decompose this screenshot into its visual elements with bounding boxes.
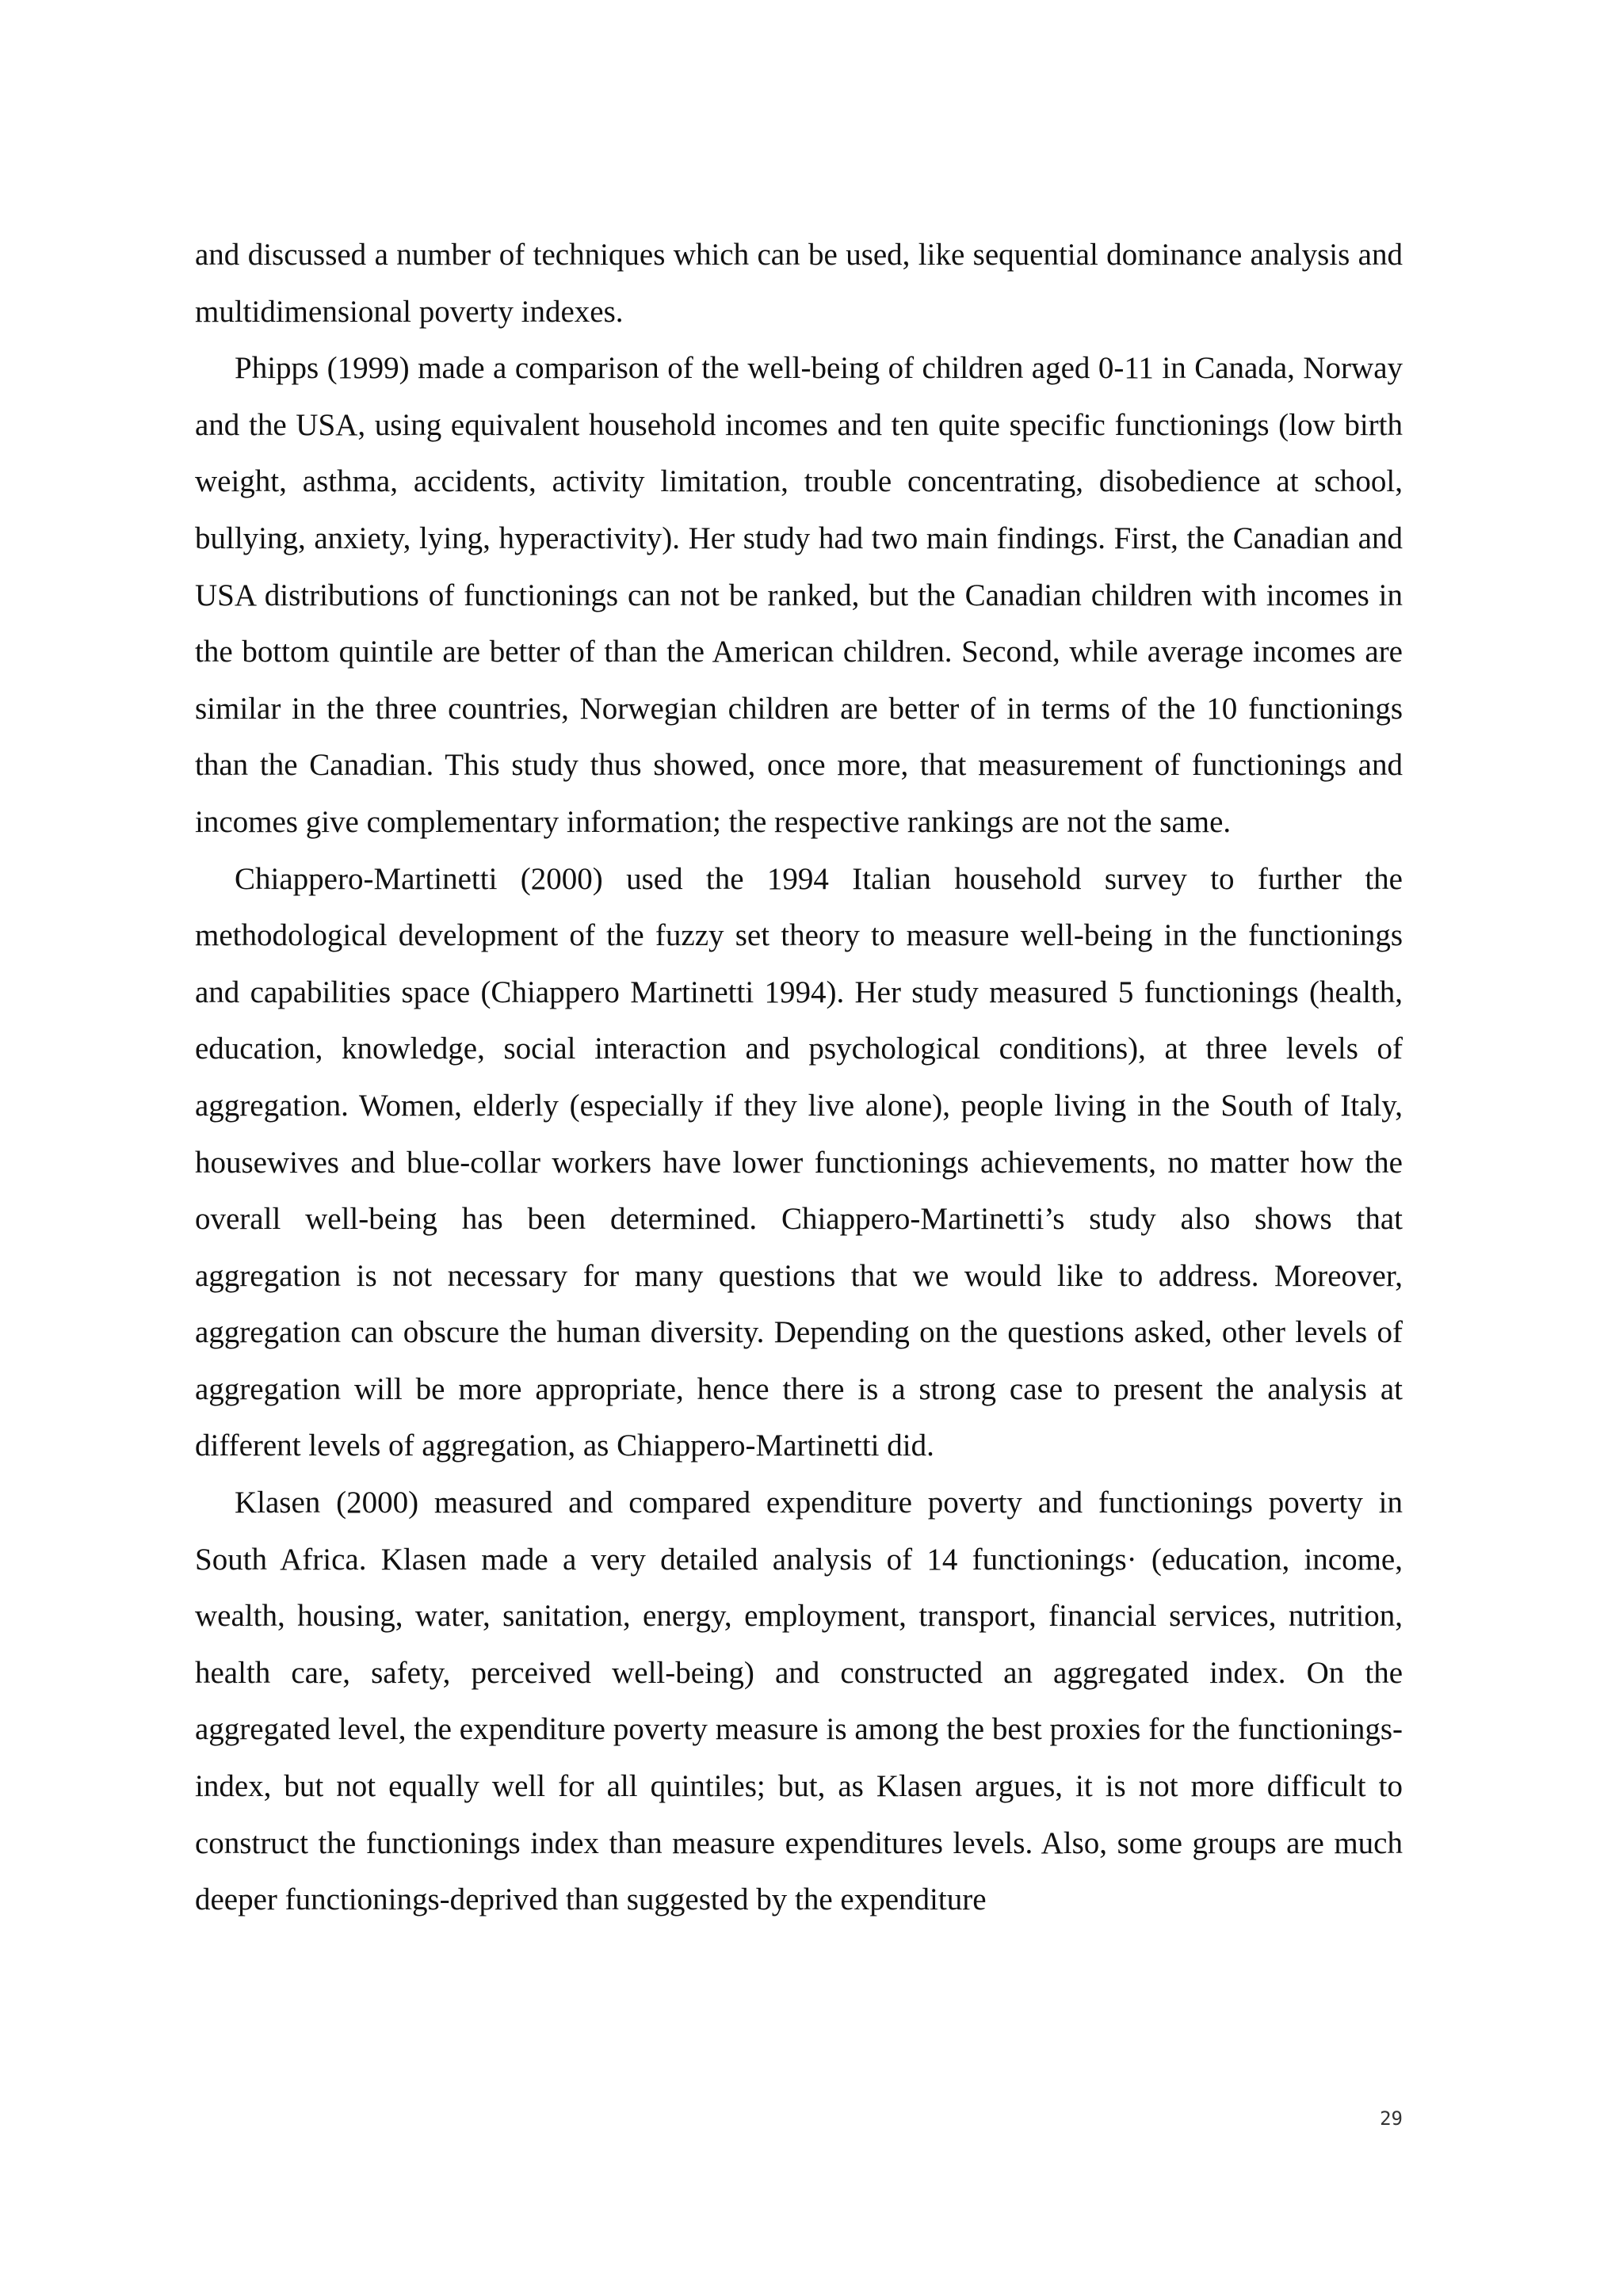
- paragraph-klasen: Klasen (2000) measured and compared expenditure poverty and functionings poverty in South Africa. Klasen made a very detailed analysis of 14 functionings· (education, income, wealth, housing, water, sanitation, energy, employment, transport, financial services, nutrition, health care, safety, perceived well-being) and constructed an aggregated index. On the aggregated level, the expenditure poverty measure is among the best proxies for the functionings-index, but not equally well for all quintiles; but, as Klasen argues, it is not more difficult to construct the functionings index than measure expenditures levels. Also, some groups are much deeper functionings-deprived than suggested by the expenditure: [195, 1486, 1403, 1917]
- paragraph-chiappero-martinetti: Chiappero-Martinetti (2000) used the 1994 Italian household survey to further the methodological development of the fuzzy set theory to measure well-being in the functionings and capabilities space (Chiappero Martinetti 1994). Her study measured 5 functionings (health, education, knowledge, social interaction and psychological conditions), at three levels of aggregation. Women, elderly (especially if they live alone), people living in the South of Italy, housewives and blue-collar workers have lower functionings achievements, no matter how the overall well-being has been determined. Chiappero-Martinetti’s study also shows that aggregation is not necessary for many questions that we would like to address. Moreover, aggregation can obscure the human diversity. Depending on the questions asked, other levels of aggregation will be more appropriate, hence there is a strong case to present the analysis at different levels of aggregation, as Chiappero-Martinetti did.: [195, 861, 1403, 1463]
- body-text: [195, 227, 1403, 1928]
- page-number: 29: [1380, 2107, 1403, 2130]
- paragraph-continuation: and discussed a number of techniques which can be used, like sequential dominance analysis and multidimensional poverty indexes.: [195, 238, 1403, 329]
- paragraph-phipps: Phipps (1999) made a comparison of the well-being of children aged 0-11 in Canada, Norway and the USA, using equivalent household incomes and ten quite specific functionings (low birth weight, asthma, accidents, activity limitation, trouble concentrating, disobedience at school, bullying, anxiety, lying, hyperactivity). Her study had two main findings. First, the Canadian and USA distributions of functionings can not be ranked, but the Canadian children with incomes in the bottom quintile are better of than the American children. Second, while average incomes are similar in the three countries, Norwegian children are better of in terms of the 10 functionings than the Canadian. This study thus showed, once more, that measurement of functionings and incomes give complementary information; the respective rankings are not the same.: [195, 351, 1403, 839]
